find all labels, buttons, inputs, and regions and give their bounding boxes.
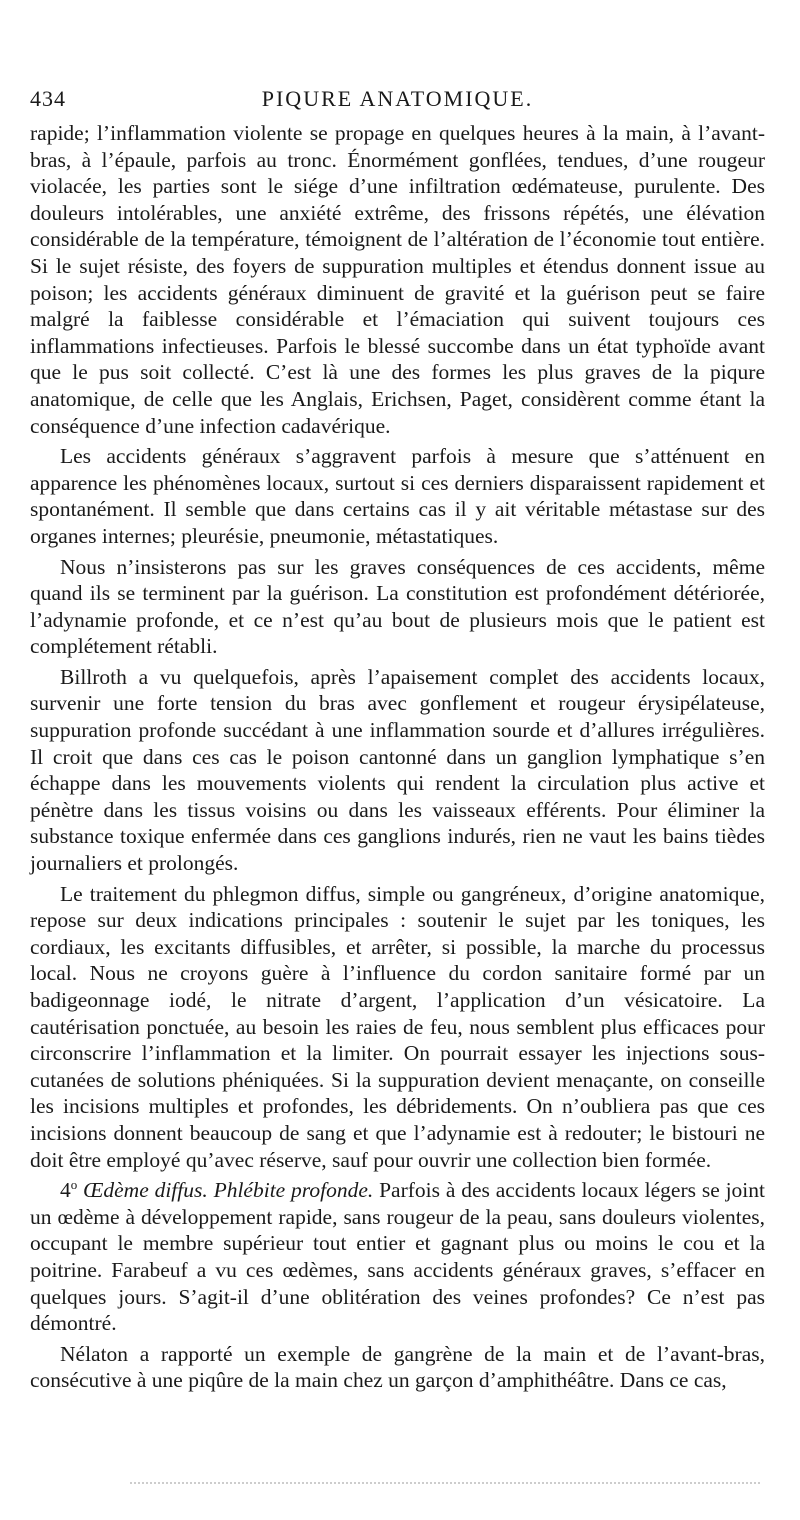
paragraph-1: rapide; l’inflammation violente se propage en quelques heures à la main, à l’avant-bras, à l’épaule, parfois au tronc. Énormément gonflées, tendues, d’une rougeur violacée, les parties sont le siége d’une infiltration œdémateuse, purulente. Des douleurs intolérables, une anxiété extrême, des frissons répétés, une élévation considérable de la température, témoignent de l’altération de l’économie tout entière. Si le sujet résiste, des foyers de suppuration multiples et étendus donnent issue au poison; les accidents généraux diminuent de gravité et la guérison peut se faire malgré la faiblesse considérable et l’émaciation qui suivent toujours ces inflammations infectieuses. Parfois le blessé succombe dans un état typhoïde avant que le pus soit collecté. C’est là une des formes les plus graves de la piqure anatomique, de celle que les Anglais, Erichsen, Paget, considèrent comme étant la conséquence d’une infection cadavérique.	[30, 121, 765, 438]
paragraph-2: Les accidents généraux s’aggravent parfois à mesure que s’atténuent en apparence les phénomènes locaux, surtout si ces derniers disparaissent rapidement et spontanément. Il semble que dans certains cas il y ait véritable métastase sur des organes internes; pleurésie, pneumonie, métastatiques.	[30, 444, 765, 548]
section-text: Parfois à des accidents locaux légers se joint un œdème à développement rapide, sans rougeur de la peau, sans douleurs violentes, occupant le membre supérieur tout entier et gagnant plus ou moins le cou et la poitrine. Farabeuf a vu ces œdèmes, sans accidents généraux graves, s’effacer en quelques jours. S’agit-il d’une oblitération des veines profondes? Ce n’est pas démontré.	[30, 1178, 766, 1336]
page	[30, 80, 765, 1394]
page-number: 434	[30, 86, 66, 111]
section-ordinal: o	[70, 1177, 78, 1192]
section-title: Œdème diffus. Phlébite profonde.	[83, 1178, 374, 1203]
paragraph-6	[30, 1177, 765, 1337]
paragraph-7: Nélaton a rapporté un exemple de gangrène de la main et de l’avant-bras, consécutive à une piqûre de la main chez un garçon d’amphithéâtre. Dans ce cas,	[30, 1341, 765, 1393]
page-bottom-artifact	[130, 1478, 760, 1484]
paragraph-3: Nous n’insisterons pas sur les graves conséquences de ces accidents, même quand ils se terminent par la guérison. La constitution est profondément détériorée, l’adynamie profonde, et ce n’est qu’au bout de plusieurs mois que le patient est complétement rétabli.	[30, 554, 765, 659]
paragraph-5: Le traitement du phlegmon diffus, simple ou gangréneux, d’origine anatomique, repose sur deux indications principales : soutenir le sujet par les toniques, les cordiaux, les excitants diffusibles, et arrêter, si possible, la marche du processus local. Nous ne croyons guère à l’influence du cordon sanitaire formé par un badigeonnage iodé, le nitrate d’argent, l’application d’un vésicatoire. La cautérisation ponctuée, au besoin les raies de feu, nous semblent plus efficaces pour circonscrire l’inflammation et la limiter. On pourrait essayer les injections sous-cutanées de solutions phéniquées. Si la suppuration devient menaçante, on conseille les incisions multiples et profondes, les débridements. On n’oubliera pas que ces incisions donnent beaucoup de sang et que l’adynamie est à redouter; le bistouri ne doit être employé qu’avec réserve, sauf pour ouvrir une collection bien formée.	[30, 881, 765, 1172]
paragraph-4: Billroth a vu quelquefois, après l’apaisement complet des accidents locaux, survenir une forte tension du bras avec gonflement et rougeur érysipélateuse, suppuration profonde succédant à une inflammation sourde et d’allures irrégulières. Il croit que dans ces cas le poison cantonné dans un ganglion lymphatique s’en échappe dans les mouvements violents qui rendent la circulation plus active et pénètre dans les tissus voisins ou dans les vaisseaux efférents. Pour éliminer la substance toxique enfermée dans ces ganglions indurés, rien ne vaut les bains tièdes journaliers et prolongés.	[30, 664, 765, 876]
section-number: 4	[60, 1178, 71, 1203]
page-header	[30, 80, 765, 120]
running-head: PIQURE ANATOMIQUE.	[261, 86, 534, 111]
body-text	[30, 120, 765, 1394]
